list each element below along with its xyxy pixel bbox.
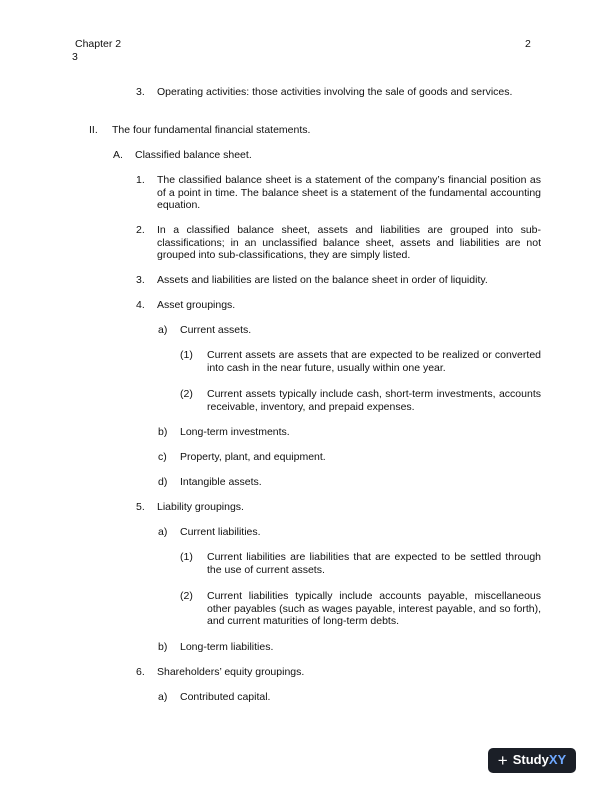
outline-marker: 3.: [136, 86, 145, 98]
outline-heading-shareholders-equity: Shareholders’ equity groupings.: [157, 666, 305, 678]
outline-item-current-assets-examples: Current assets typically include cash, short-term investments, accounts receivable, inventory, and prepaid expenses.: [207, 388, 541, 413]
outline-item-operating-activities: Operating activities: those activities involving the sale of goods and services.: [157, 86, 513, 98]
outline-marker: (2): [180, 388, 193, 400]
outline-marker: 4.: [136, 299, 145, 311]
outline-heading-classified-balance-sheet: Classified balance sheet.: [135, 149, 252, 161]
page-index: 3: [72, 51, 78, 63]
outline-marker: A.: [113, 149, 123, 161]
outline-marker: (1): [180, 551, 193, 563]
outline-heading-current-liabilities: Current liabilities.: [180, 526, 261, 538]
outline-item-current-liabilities-definition: Current liabilities are liabilities that are expected to be settled through the use of current assets.: [207, 551, 541, 576]
outline-item-contributed-capital: Contributed capital.: [180, 691, 271, 703]
outline-item-intangible-assets: Intangible assets.: [180, 476, 262, 488]
outline-marker: b): [158, 426, 168, 438]
studyxy-watermark-logo: [488, 748, 576, 773]
outline-marker: 3.: [136, 274, 145, 286]
outline-marker: 2.: [136, 224, 145, 236]
outline-marker: d): [158, 476, 168, 488]
outline-marker: b): [158, 641, 168, 653]
outline-heading-current-assets: Current assets.: [180, 324, 252, 336]
outline-item-current-assets-definition: Current assets are assets that are expected to be realized or converted into cash in the near future, usually within one year.: [207, 349, 541, 374]
outline-item-long-term-liabilities: Long-term liabilities.: [180, 641, 274, 653]
outline-marker: (2): [180, 590, 193, 602]
outline-marker: a): [158, 691, 168, 703]
outline-item-balance-sheet-definition: The classified balance sheet is a statement of the company’s financial position as of a point in time. The balance sheet is a statement of the fundamental accounting equation.: [157, 174, 541, 211]
outline-marker: 6.: [136, 666, 145, 678]
outline-heading-asset-groupings: Asset groupings.: [157, 299, 236, 311]
running-header-chapter: Chapter 2: [75, 38, 122, 50]
brand-suffix: XY: [548, 752, 567, 768]
outline-marker: a): [158, 526, 168, 538]
outline-marker: 5.: [136, 501, 145, 513]
outline-marker: c): [158, 451, 167, 463]
outline-marker: II.: [89, 124, 98, 136]
outline-item-classified-vs-unclassified: In a classified balance sheet, assets and liabilities are grouped into sub-classifications; in an unclassified balance sheet, assets and liabilities are not grouped into sub-classifications, they are simply listed.: [157, 224, 541, 261]
outline-item-property-plant-equipment: Property, plant, and equipment.: [180, 451, 326, 463]
outline-item-long-term-investments: Long-term investments.: [180, 426, 290, 438]
outline-heading-financial-statements: The four fundamental financial statements.: [112, 124, 311, 136]
outline-marker: (1): [180, 349, 193, 361]
outline-marker: 1.: [136, 174, 145, 186]
running-header-page-number: 2: [525, 38, 531, 50]
outline-item-liquidity-order: Assets and liabilities are listed on the balance sheet in order of liquidity.: [157, 274, 488, 286]
outline-heading-liability-groupings: Liability groupings.: [157, 501, 244, 513]
outline-marker: a): [158, 324, 168, 336]
plus-icon: +: [497, 751, 508, 770]
outline-item-current-liabilities-examples: Current liabilities typically include accounts payable, miscellaneous other payables (such as wages payable, interest payable, and so forth), and current maturities of long-term debts.: [207, 590, 541, 627]
brand-prefix: Study: [512, 752, 549, 768]
